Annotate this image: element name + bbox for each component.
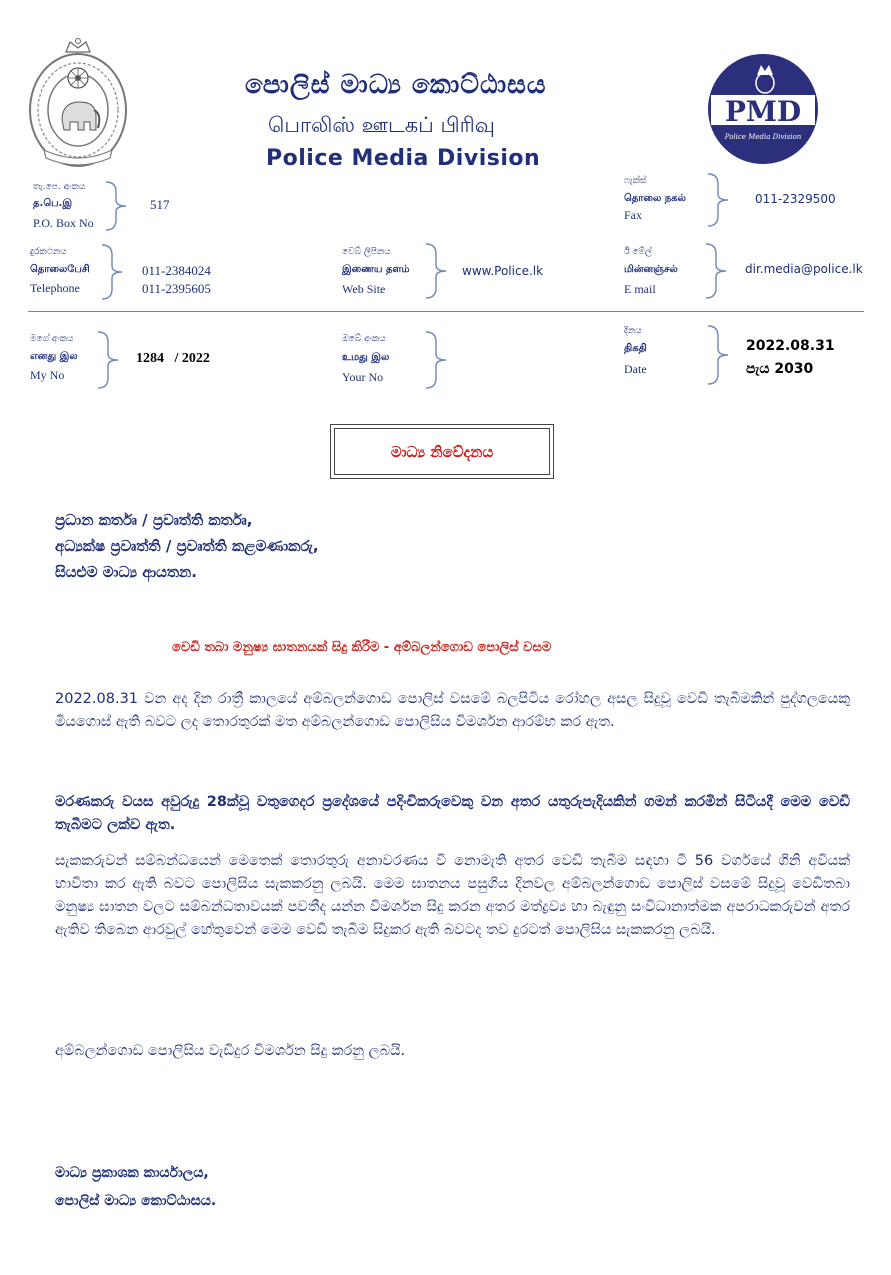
police-crest-logo [26,38,130,170]
brace-email [704,242,730,300]
brace-fax [706,172,732,228]
date-time: පැය 2030 [746,361,814,377]
pmd-logo [707,53,819,165]
your-no-label-ta: உமது இல [342,352,390,363]
org-title-tamil: பொலிஸ் ஊடகப் பிரிவு [268,113,495,137]
po-box-label-en: P.O. Box No [33,216,94,230]
paragraph-1: 2022.08.31 වන අද දින රාත්‍රී කාලයේ අම්බලන්ගොඩ පොලිස් වසමේ බලපිටිය රෝහල අසල සිදුවූ වෙඩි තැබීමකින් පුද්ගලයෙකු මියගොස් ඇති බවට ලද තොරතුරක් මත අම්බලන්ගොඩ පොලිසිය විමර්ශන ආරම්භ කර ඇත. [55,691,850,730]
addressee-3: සියළුම මාධ්‍ය ආයතන. [55,563,197,581]
telephone-label-ta: தொலைபேசி [30,264,90,275]
brace-date [706,324,732,386]
date-value: 2022.08.31 [746,338,835,354]
pmd-logo-subtext: Police Media Division [724,133,802,141]
brace-my-no [96,330,122,390]
paragraph-2: මරණකරු වයස අවුරුදු 28ක්වූ වතුගෙදර ප්‍රදේශයේ පදිංචිකරුවෙකු වන අතර යතුරුපැදියකින් ගමන් කරමින් සිටියදී මෙම වෙඩි තැබීමට ලක්ව ඇත. [55,794,850,833]
email-label-si: ඊ මේල් [624,247,652,257]
paragraph-4: අම්බලන්ගොඩ පොලිසිය වැඩිදුර විමර්ශන සිදු කරනු ලබයි. [55,1043,406,1059]
po-box-label-ta: த.பெ.இ [33,198,73,209]
fax-label-si: ෆැක්ස් [624,176,647,186]
date-label-si: දිනය [624,326,642,336]
fax-label-ta: தொலை நகல் [624,193,686,204]
signature-line-2: පොලිස් මාධ්‍ය කොට්ඨාසය. [55,1193,217,1209]
po-box-value: 517 [150,197,170,212]
brace-po-box [104,180,130,232]
my-no-value: 1284 / 2022 [136,351,210,366]
my-no-label-en: My No [30,368,65,382]
addressee-1: ප්‍රධාන කර්තෘ / ප්‍රවෘත්ති කර්තෘ, [55,511,253,529]
email-value[interactable]: dir.media@police.lk [745,262,863,276]
brace-website [424,242,450,300]
brace-your-no [424,330,450,390]
brace-telephone [100,243,126,301]
date-label-en: Date [624,362,647,376]
website-label-en: Web Site [342,282,386,296]
website-label-ta: இணைய தளம் [342,264,410,275]
date-label-ta: திகதி [624,343,647,354]
telephone-value-1: 011-2384024 [142,263,211,278]
fax-value: 011-2329500 [755,192,836,206]
fax-label-en: Fax [624,208,642,222]
org-title-sinhala: පොලිස් මාධ්‍ය කොට්ඨාසය [245,70,547,100]
my-no-label-ta: எனது இல [30,351,78,362]
addressee-2: අධ්‍යක්ෂ ප්‍රවෘත්ති / ප්‍රවෘත්ති කළමණාකරු, [55,537,319,555]
my-no-label-si: මගේ අංකය [30,334,74,344]
org-title-english: Police Media Division [266,146,541,171]
media-release-title: මාධ්‍ය නිවේදනය [390,442,494,461]
your-no-label-en: Your No [342,370,384,384]
email-label-en: E mail [624,282,656,296]
your-no-label-si: ඔබේ අංකය [342,334,386,344]
email-label-ta: மின்னஞ்சல் [624,264,678,275]
media-release-title-box [334,428,550,475]
signature-line-1: මාධ්‍ය ප්‍රකාශක කාර්යාලය, [55,1165,209,1181]
website-value[interactable]: www.Police.lk [462,264,544,278]
header-separator [28,311,864,312]
telephone-value-2: 011-2395605 [142,281,211,296]
website-label-si: වෙබ් ලිපිනය [342,247,391,257]
telephone-label-si: දුරකථනය [30,247,67,257]
release-headline: වෙඩි තබා මනුෂ්‍ය ඝාතනයක් සිදු කිරීම - අම්බලන්ගොඩ පොලිස් වසම [172,640,552,655]
telephone-label-en: Telephone [30,281,80,295]
pmd-logo-text: PMD [724,95,802,128]
po-box-label-si: තැ.පෙ. අංකය [33,182,86,192]
paragraph-3: සැකකරුවන් සම්බන්ධයෙන් මෙතෙක් තොරතුරු අනාවරණය වී නොමැති අතර වෙඩි තැබීම සඳහා ටී 56 වර්ගයේ ගිනි අවියක් භාවිතා කර ඇති බවට පොලිසිය සැකකරනු ලබයි. මෙම ඝාතනය පසුගිය දිනවල අම්බලන්ගොඩ පොලිස් වසමේ සිදුවූ වෙඩිතබා මනුෂ්‍ය ඝාතන වලට සම්බන්ධතාවයක් පවතීද යන්න විමර්ශන සිදු කරන අතර මත්ද්‍රව්‍ය හා බැඳුනු සංවිධානාත්මක අපරාධකරුවන් අතර ඇතිව තිබෙන ආරවුල් හේතුවෙන් මෙම වෙඩි තැබීම සිදුකර ඇති බවටද තව දුරටත් පොලිසිය සැකකරනු ලබයි. [55,853,850,938]
